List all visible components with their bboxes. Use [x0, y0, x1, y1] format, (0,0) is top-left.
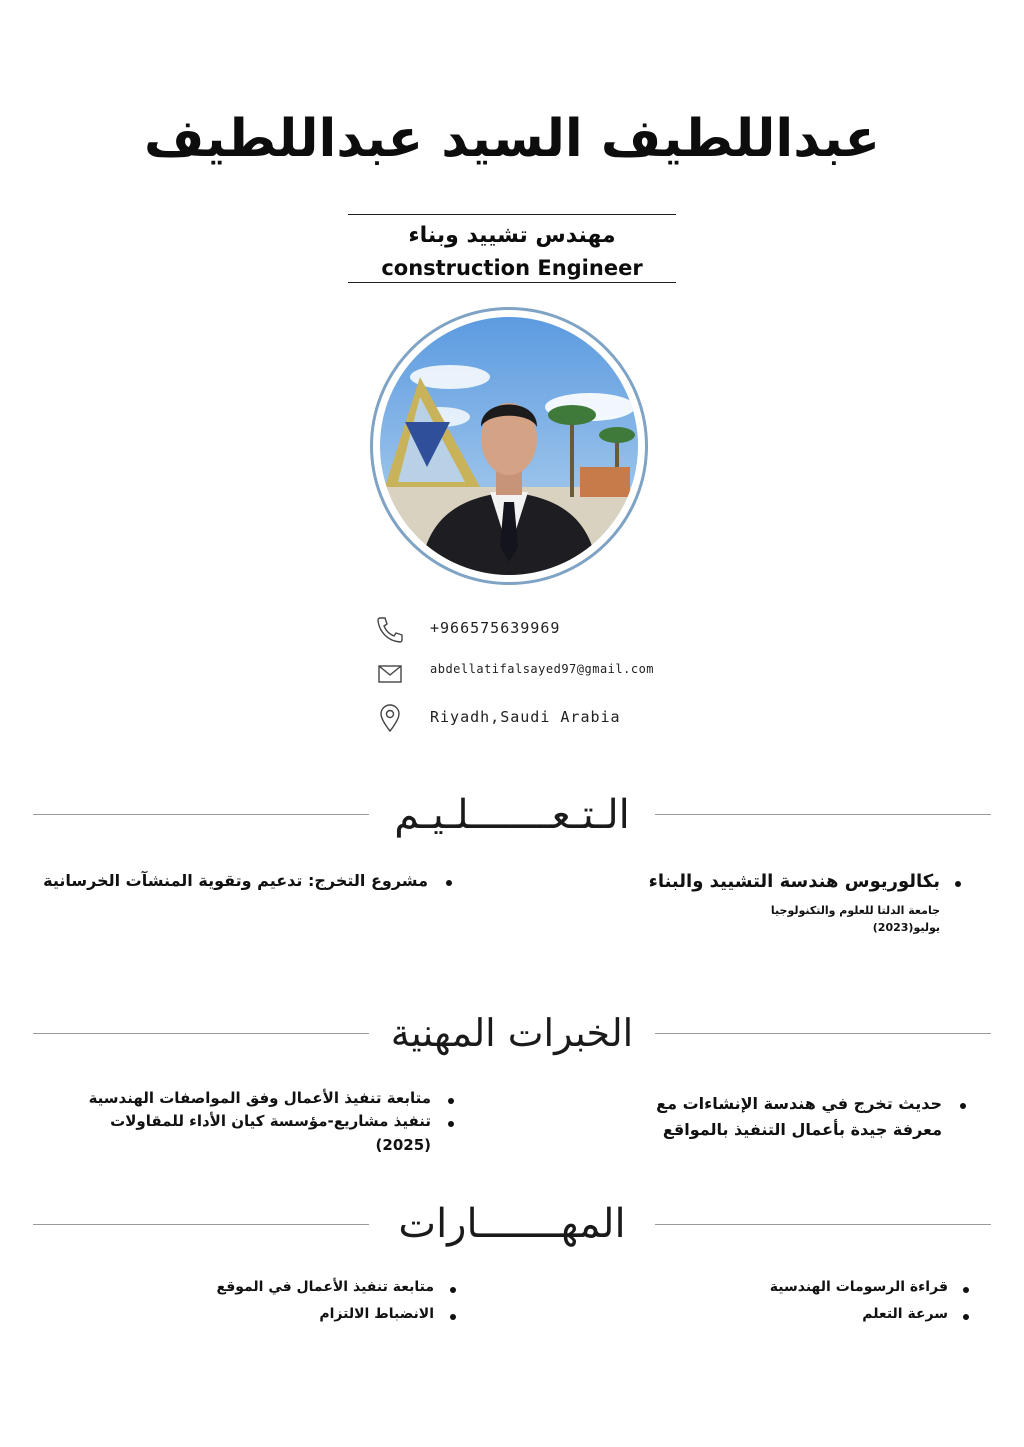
education-date: يوليو(2023): [872, 921, 940, 934]
bullet: [448, 1098, 454, 1104]
phone-icon: [374, 614, 406, 646]
bullet: [446, 880, 452, 886]
location-pin-icon: [374, 702, 406, 734]
experience-summary-line1: حديث تخرج في هندسة الإنشاءات مع: [656, 1094, 942, 1113]
education-divider-right: [655, 814, 991, 815]
title-bottom-rule: [348, 282, 676, 283]
location: Riyadh,Saudi Arabia: [430, 708, 621, 726]
education-university: جامعة الدلتا للعلوم والتكنولوجيا: [770, 904, 940, 917]
bullet: [963, 1314, 969, 1320]
bullet: [963, 1287, 969, 1293]
person-name: عبداللطيف السيد عبداللطيف: [143, 109, 881, 169]
education-heading: الـتـعـــــــلـيـم: [394, 792, 630, 838]
bullet: [450, 1287, 456, 1293]
skills-divider-left: [33, 1224, 369, 1225]
education-degree: بكالوريوس هندسة التشييد والبناء: [648, 871, 940, 892]
skill-item: متابعة تنفيذ الأعمال في الموقع: [216, 1279, 434, 1295]
skill-item: الانضباط الالتزام: [319, 1306, 434, 1322]
bullet: [448, 1121, 454, 1127]
job-title-english: construction Engineer: [381, 256, 643, 280]
email-address[interactable]: abdellatifalsayed97@gmail.com: [430, 662, 655, 676]
experience-item-2-year: (2025): [375, 1136, 431, 1154]
skills-divider-right: [655, 1224, 991, 1225]
experience-divider-right: [655, 1033, 991, 1034]
experience-summary-line2: معرفة جيدة بأعمال التنفيذ بالمواقع: [662, 1120, 942, 1139]
job-title-arabic: مهندس تشييد وبناء: [408, 223, 616, 248]
graduation-project: مشروع التخرج: تدعيم وتقوية المنشآت الخرسانية: [43, 871, 428, 890]
skill-item: قراءة الرسومات الهندسية: [769, 1279, 948, 1295]
experience-heading: الخبرات المهنية: [390, 1011, 634, 1055]
skills-heading: المهـــــــارات: [398, 1201, 626, 1247]
bullet: [450, 1314, 456, 1320]
phone-number[interactable]: +966575639969: [430, 619, 561, 637]
experience-divider-left: [33, 1033, 369, 1034]
profile-photo-illustration: [380, 317, 638, 575]
skill-item: سرعة التعلم: [862, 1306, 948, 1322]
profile-photo: [380, 317, 638, 575]
mail-icon: [374, 658, 406, 690]
experience-item-1: متابعة تنفيذ الأعمال وفق المواصفات الهندسية: [88, 1089, 431, 1107]
bullet: [960, 1103, 966, 1109]
education-divider-left: [33, 814, 369, 815]
bullet: [955, 881, 961, 887]
experience-item-2: تنفيذ مشاريع-مؤسسة كيان الأداء للمقاولات: [110, 1112, 431, 1130]
title-top-rule: [348, 214, 676, 215]
